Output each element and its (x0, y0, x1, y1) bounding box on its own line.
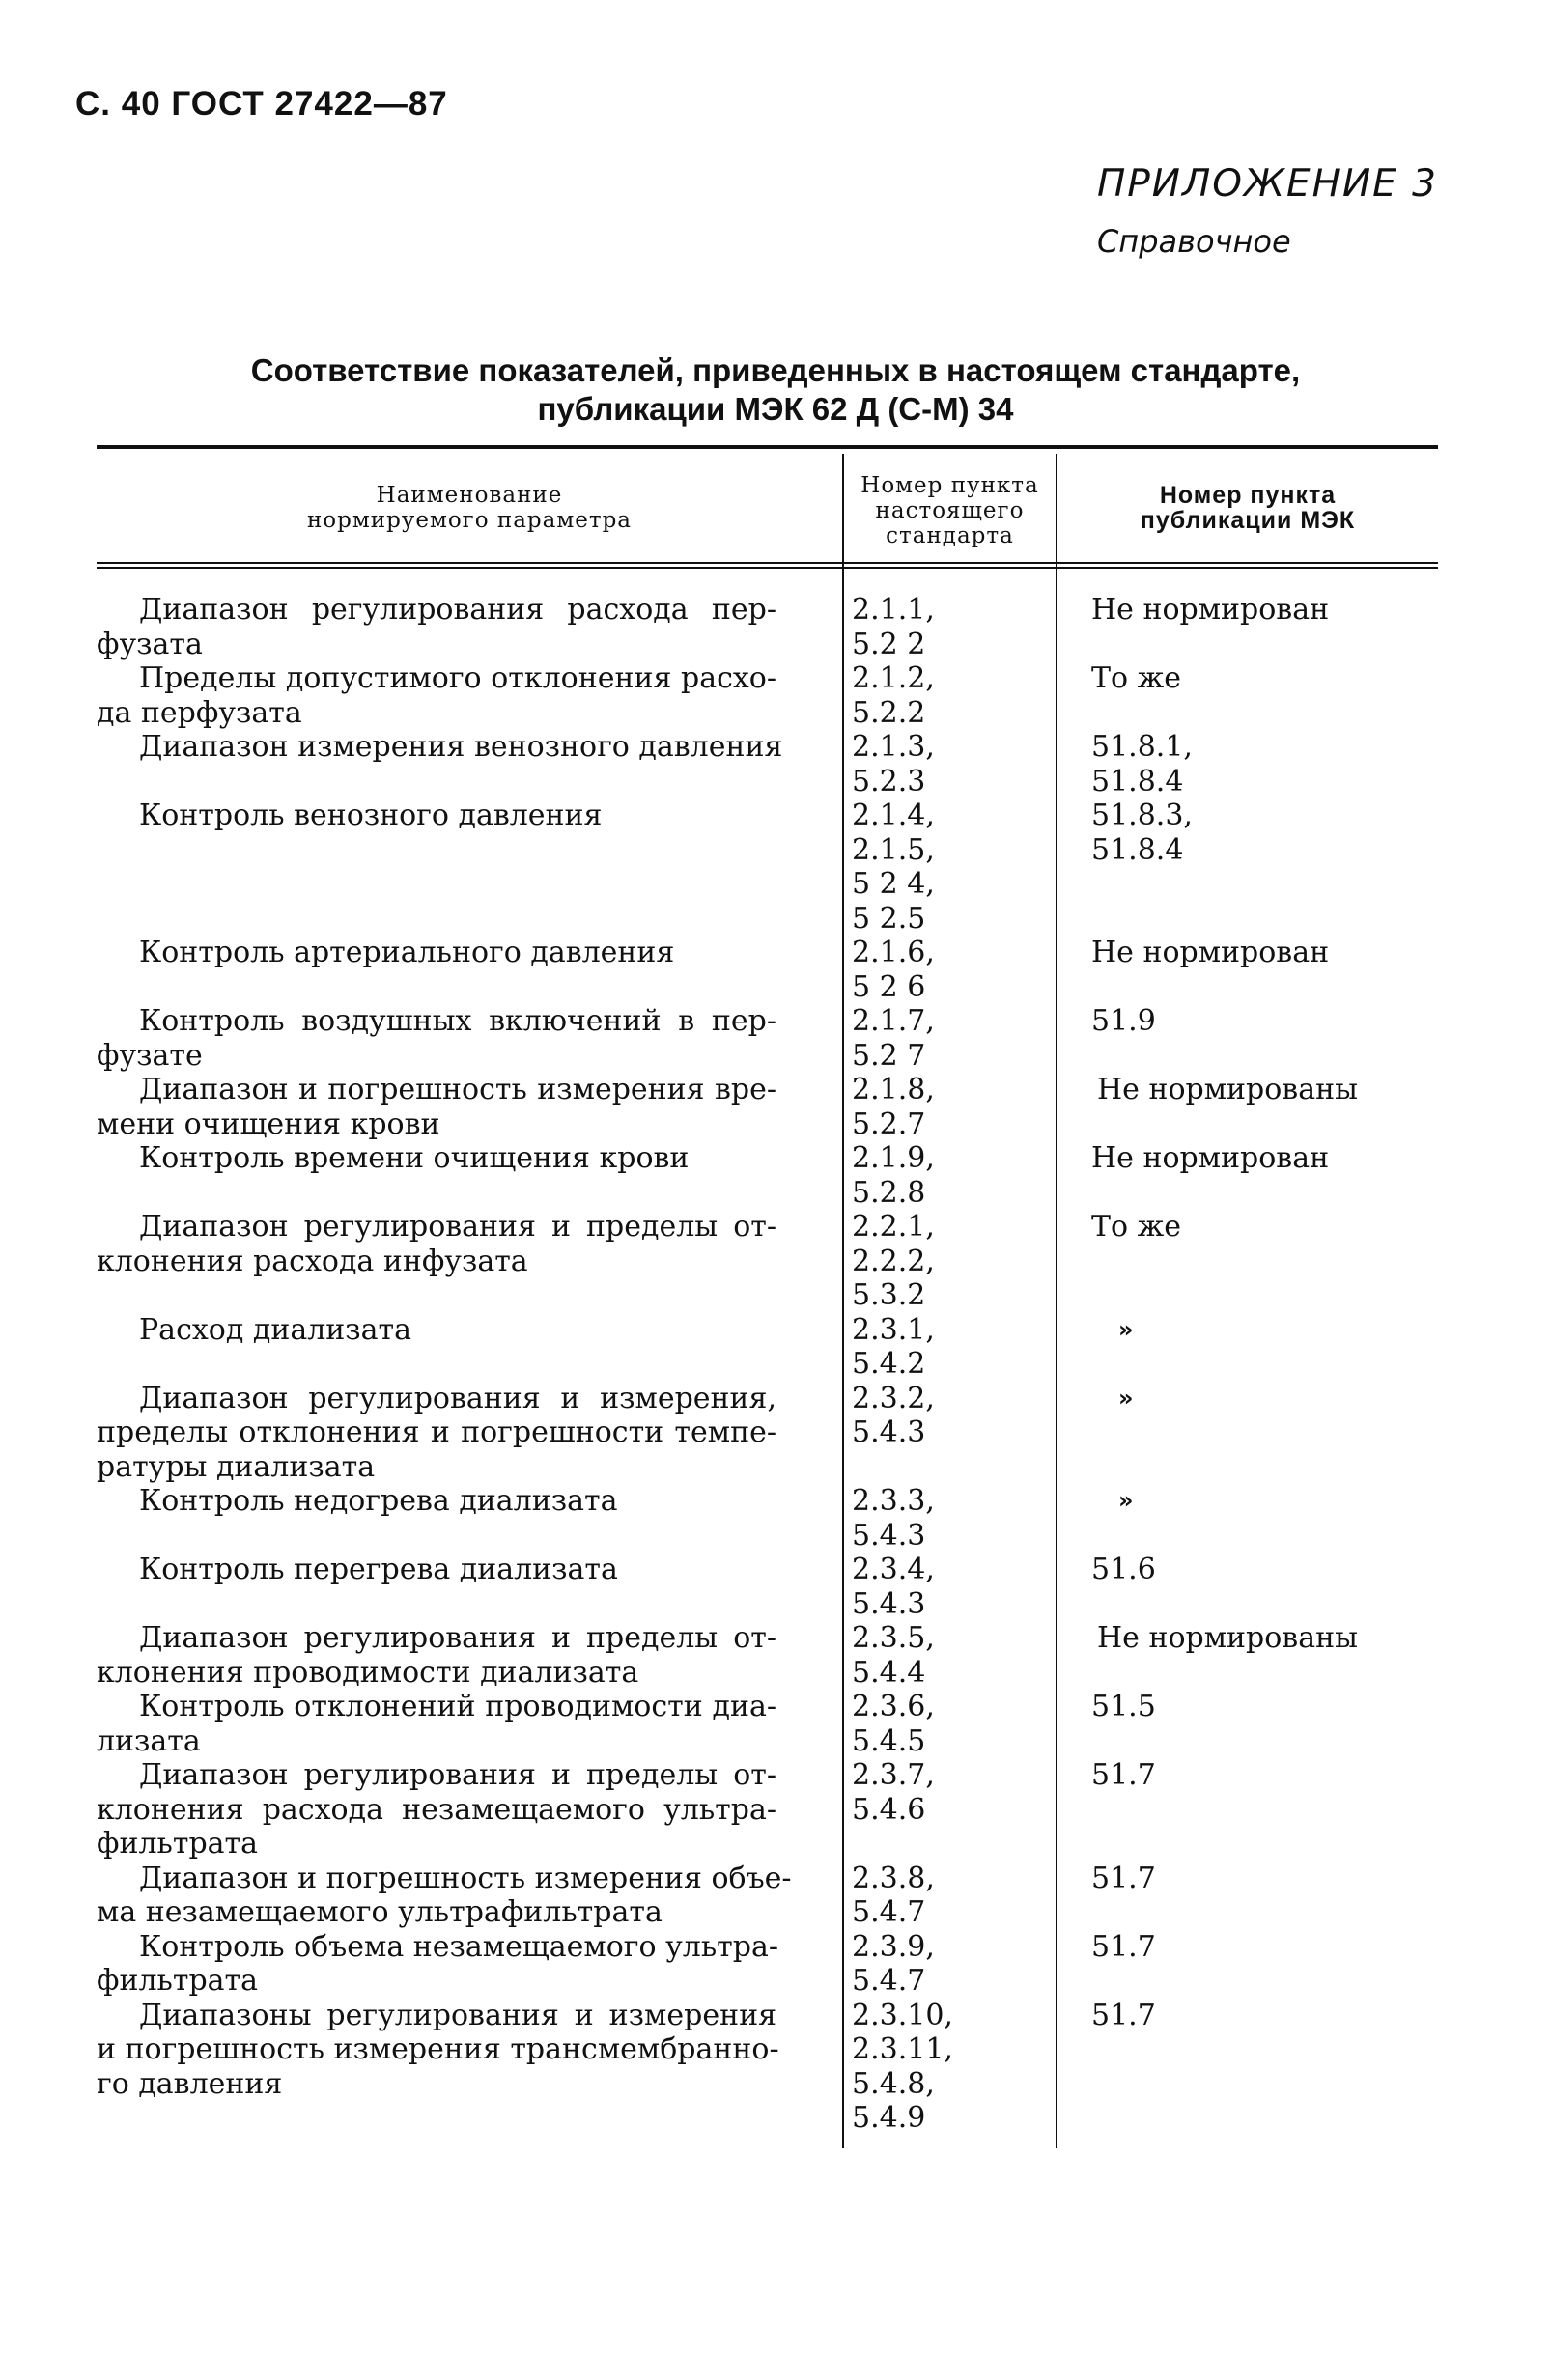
standard-clause: 2.1.4, 2.1.5, 5 2 4, 5 2.5 (852, 798, 935, 936)
table-row (97, 1484, 1449, 1553)
iec-clause: 51.7 (1091, 1929, 1156, 1964)
iec-clause: То же (1091, 661, 1181, 695)
parameter-name: Диапазон регулирования и измерения, пределы отклонения и погрешности темпе- ратуры диализата (97, 1381, 776, 1484)
standard-clause: 2.3.10, 2.3.11, 5.4.8, 5.4.9 (852, 1998, 953, 2135)
header-bottom-rule-2 (97, 567, 1438, 569)
table-row (97, 1758, 1449, 1862)
iec-clause: 51.7 (1091, 1861, 1156, 1895)
table-row (97, 1930, 1449, 1999)
iec-clause: 51.5 (1091, 1690, 1156, 1723)
table-row (97, 1382, 1449, 1485)
parameter-name: Контроль недогрева диализата (139, 1484, 618, 1518)
standard-clause: 2.3.9, 5.4.7 (852, 1929, 935, 1998)
iec-clause: Не нормирован (1091, 593, 1330, 627)
parameter-name: Контроль отклонений проводимости диа- лизата (97, 1690, 776, 1758)
table-row (97, 1210, 1449, 1313)
table-top-rule (97, 445, 1438, 449)
parameter-name: Контроль воздушных включений в пер- фузате (97, 1004, 776, 1073)
table-row (97, 1690, 1449, 1758)
parameter-name: Диапазон регулирования и пределы от- клонения проводимости диализата (97, 1621, 776, 1690)
standard-clause: 2.3.2, 5.4.3 (852, 1381, 935, 1449)
iec-clause: Не нормированы (1097, 1073, 1358, 1106)
table-row (97, 1862, 1449, 1930)
iec-clause: 51.7 (1091, 1998, 1156, 2032)
table-row (97, 593, 1449, 661)
parameter-name: Диапазон и погрешность измерения вре- мени очищения крови (97, 1073, 776, 1141)
iec-clause: 51.8.1, 51.8.4 (1091, 730, 1193, 798)
standard-clause: 2.1.8, 5.2.7 (852, 1073, 935, 1141)
table-row (97, 1553, 1449, 1621)
parameter-name: Диапазон регулирования и пределы от- клонения расхода незамещаемого ультра- фильтрата (97, 1758, 776, 1861)
standard-clause: 2.1.2, 5.2.2 (852, 661, 935, 730)
iec-clause: » (1118, 1315, 1134, 1343)
header-bottom-rule (97, 562, 1438, 564)
iec-clause: 51.7 (1091, 1758, 1156, 1792)
table-row (97, 1621, 1449, 1690)
iec-clause: 51.8.3, 51.8.4 (1091, 798, 1193, 867)
appendix-title: ПРИЛОЖЕНИЕ 3 (1096, 162, 1438, 206)
appendix-block (1097, 162, 1438, 260)
parameter-name: Контроль объема незамещаемого ультра- фильтрата (97, 1929, 778, 1998)
iec-clause: 51.9 (1091, 1004, 1156, 1038)
parameter-name: Диапазон измерения венозного давления (139, 730, 783, 764)
standard-clause: 2.3.8, 5.4.7 (852, 1861, 935, 1929)
standard-clause: 2.1.1, 5.2 2 (852, 593, 935, 661)
table-row (97, 661, 1449, 730)
standard-clause: 2.3.4, 5.4.3 (852, 1553, 935, 1621)
parameter-name: Диапазон регулирования расхода пер- фузата (97, 593, 776, 661)
table-body (97, 593, 1449, 2136)
table-row (97, 1004, 1449, 1073)
standard-clause: 2.3.6, 5.4.5 (852, 1690, 935, 1758)
standard-clause: 2.1.3, 5.2.3 (852, 730, 935, 798)
table-title (97, 351, 1454, 429)
parameter-name: Пределы допустимого отклонения расхо- да перфузата (97, 661, 776, 730)
column-header-name: Наименование нормируемого параметра (306, 483, 633, 533)
parameter-name: Диапазон регулирования и пределы от- клонения расхода инфузата (97, 1210, 776, 1278)
standard-clause: 2.3.5, 5.4.4 (852, 1621, 935, 1690)
parameter-name: Контроль времени очищения крови (139, 1141, 690, 1175)
parameter-name: Расход диализата (139, 1312, 411, 1347)
parameter-name: Контроль перегрева диализата (139, 1553, 618, 1586)
standard-clause: 2.1.6, 5 2 6 (852, 936, 935, 1004)
parameter-name: Диапазоны регулирования и измерения и погрешность измерения трансмембранно- го давления (97, 1998, 779, 2101)
standard-clause: 2.1.9, 5.2.8 (852, 1141, 935, 1210)
standard-clause: 2.3.7, 5.4.6 (852, 1758, 935, 1827)
table-row (97, 1313, 1449, 1382)
parameter-name: Контроль артериального давления (139, 936, 675, 969)
table-title-line1: Соответствие показателей, приведенных в настоящем стандарте, (250, 352, 1301, 388)
iec-clause: Не нормированы (1097, 1621, 1358, 1655)
iec-clause: 51.6 (1091, 1553, 1156, 1586)
standard-clause: 2.3.3, 5.4.3 (852, 1484, 935, 1553)
table-row (97, 1141, 1449, 1210)
iec-clause: » (1118, 1487, 1134, 1514)
table-row (97, 1073, 1449, 1141)
table-row (97, 1999, 1449, 2136)
page-header: С. 40 ГОСТ 27422—87 (75, 85, 448, 123)
table-row (97, 798, 1449, 936)
parameter-name: Диапазон и погрешность измерения объе- ма незамещаемого ультрафильтрата (97, 1861, 792, 1929)
iec-clause: » (1118, 1384, 1134, 1412)
standard-clause: 2.2.1, 2.2.2, 5.3.2 (852, 1210, 935, 1312)
table-title-line2: публикации МЭК 62 Д (С-М) 34 (537, 391, 1014, 427)
column-header-iec: Номер пункта публикации МЭК (1140, 482, 1356, 534)
iec-clause: То же (1091, 1210, 1181, 1244)
iec-clause: Не нормирован (1091, 936, 1330, 969)
appendix-subtitle: Справочное (1096, 223, 1291, 260)
parameter-name: Контроль венозного давления (139, 798, 603, 832)
standard-clause: 2.1.7, 5.2 7 (852, 1004, 935, 1073)
iec-clause: Не нормирован (1091, 1141, 1330, 1175)
standard-clause: 2.3.1, 5.4.2 (852, 1312, 935, 1381)
table-row (97, 730, 1449, 798)
column-header-standard: Номер пункта настоящего стандарта (860, 473, 1039, 548)
table-row (97, 936, 1449, 1004)
